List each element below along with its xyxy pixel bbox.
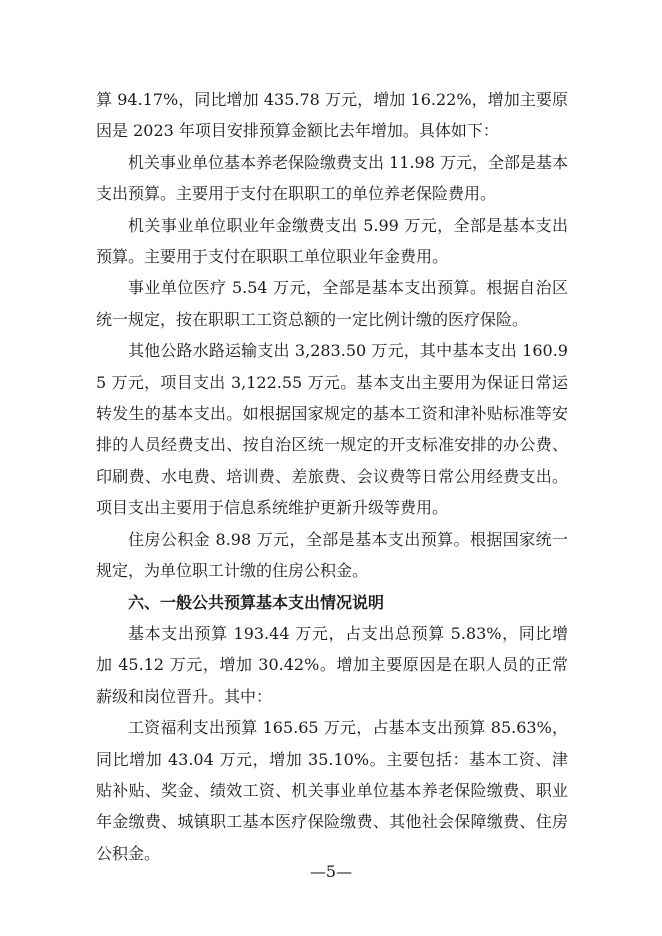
paragraph-basic-expenditure: 基本支出预算 193.44 万元，占支出总预算 5.83%，同比增加 45.12 万元，增加 30.42%。增加主要原因是在职人员的正常薪级和岗位晋升。其中： [96,623,568,706]
paragraph-occupational-annuity: 机关事业单位职业年金缴费支出 5.99 万元，全部是基本支出预算。主要用于支付在职职工单位职业年金费用。 [96,215,568,267]
paragraph-salary-welfare: 工资福利支出预算 165.65 万元，占基本支出预算 85.63%，同比增加 43.04 万元，增加 35.10%。主要包括：基本工资、津贴补贴、奖金、绩效工资、机关事业单位基本养老保险缴费、职业年金缴费、城镇职工基本医疗保险缴费、其他社会保障缴费、住房公积金。 [96,718,568,863]
paragraph-pension-insurance: 机关事业单位基本养老保险缴费支出 11.98 万元，全部是基本支出预算。主要用于支付在职职工的单位养老保险费用。 [96,152,568,204]
page-number: —5— [309,862,353,881]
paragraph-housing-fund: 住房公积金 8.98 万元，全部是基本支出预算。根据国家统一规定，为单位职工计缴的住房公积金。 [96,529,568,581]
paragraph-medical-insurance: 事业单位医疗 5.54 万元，全部是基本支出预算。根据自治区统一规定，按在职职工工资总额的一定比例计缴的医疗保险。 [96,278,568,329]
paragraph-budget-summary-continued: 算 94.17%，同比增加 435.78 万元，增加 16.22%，增加主要原因是 2023 年项目安排预算金额比去年增加。具体如下： [96,90,568,141]
page-body [96,84,568,869]
paragraph-road-water-transport: 其他公路水路运输支出 3,283.50 万元，其中基本支出 160.95 万元，项目支出 3,122.55 万元。基本支出主要用为保证日常运转发生的基本支出。如根据国家规定的基本工资和津补贴标准等安排的人员经费支出、按自治区统一规定的开支标准安排的办公费、印刷费、水电费、培训费、差旅费、会议费等日常公用经费支出。项目支出主要用于信息系统维护更新升级等费用。 [96,341,568,518]
section-heading-basic-expenditure: 六、一般公共预算基本支出情况说明 [128,592,385,612]
